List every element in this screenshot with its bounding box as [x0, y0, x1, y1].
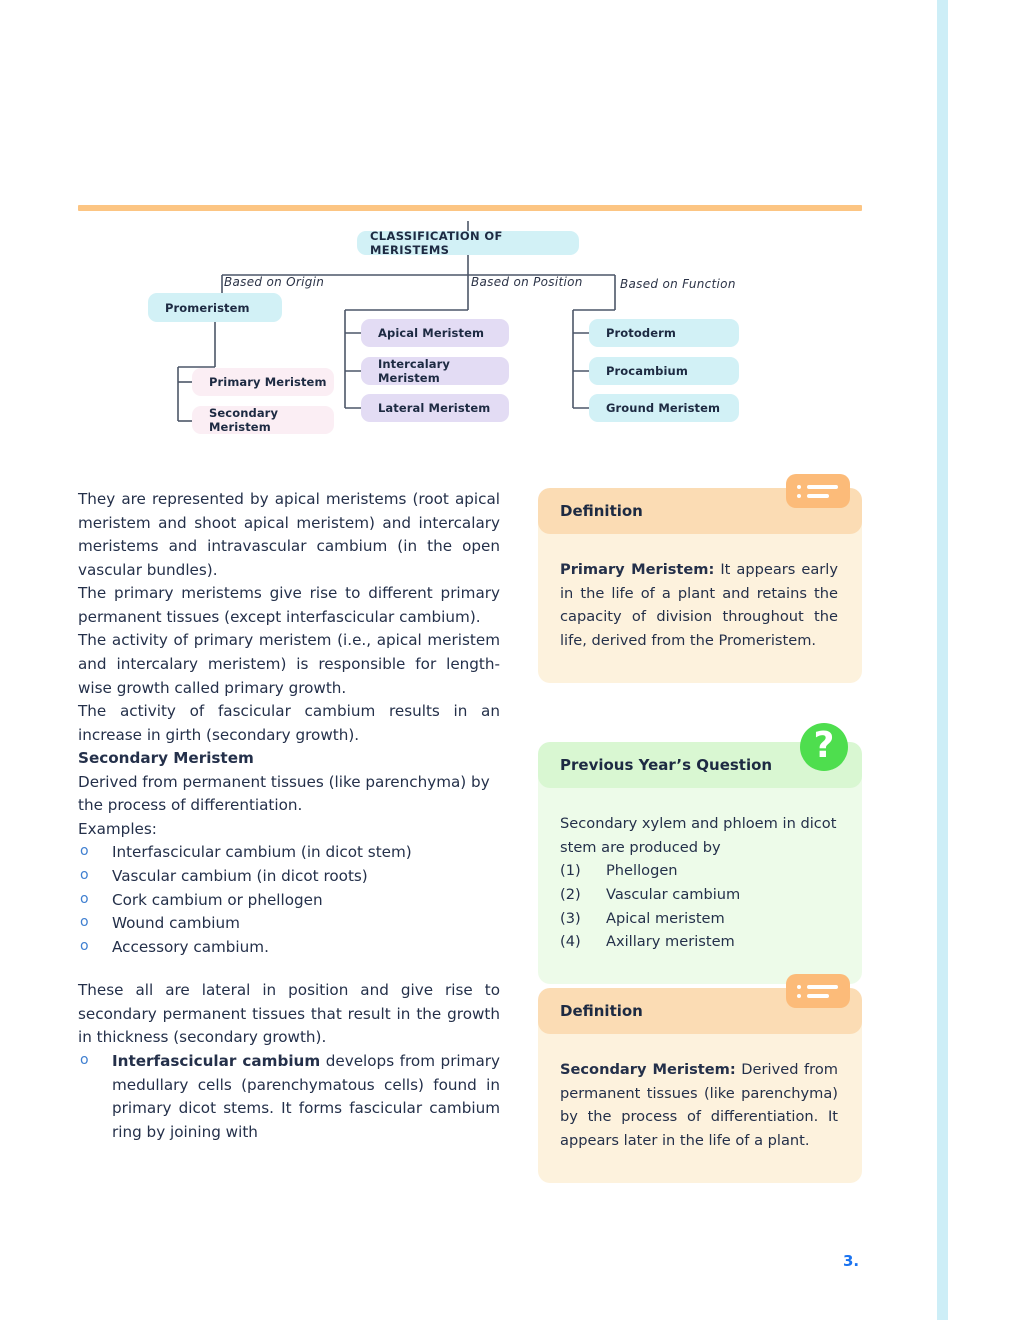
list-item-label: Vascular cambium (in dicot roots) — [112, 867, 368, 885]
list-item — [78, 1050, 500, 1144]
list-item-label: develops from primary medullary cells (parenchymatous cells) found in primary dicot stems. It forms fascicular cambium ring by joining with — [112, 1051, 500, 1141]
option-item[interactable] — [560, 930, 838, 954]
diagram-branch-label-position: Based on Position — [471, 275, 583, 289]
callout-body — [538, 1022, 862, 1183]
examples-label: Examples: — [78, 819, 157, 838]
callout-term: Primary Meristem: — [560, 561, 715, 578]
callout-header — [538, 724, 862, 788]
diagram-node-apical-meristem: Apical Meristem — [361, 319, 509, 347]
list-item-label: Wound cambium — [112, 914, 240, 933]
callout-title: Previous Year’s Question — [560, 756, 773, 774]
callout-definition-primary — [538, 488, 862, 683]
bullet-marker-icon: o — [80, 890, 89, 907]
paragraph-3: The activity of primary meristem (i.e., apical meristem and intercalary meristem) is responsible for length-wise growth called primary growth. — [78, 631, 500, 697]
secondary-meristem-heading: Secondary Meristem — [78, 749, 254, 768]
list-item-label: Interfascicular cambium (in dicot stem) — [112, 843, 412, 862]
list-item-label: Accessory cambium. — [112, 937, 269, 956]
callout-body — [538, 522, 862, 683]
option-number: (2) — [560, 885, 581, 903]
callout-definition-secondary — [538, 988, 862, 1183]
list-item — [78, 865, 500, 889]
callout-title: Definition — [560, 502, 643, 520]
bullet-marker-icon: o — [80, 867, 89, 883]
bullet-marker-icon: o — [80, 1051, 89, 1068]
option-number: (4) — [560, 933, 581, 951]
option-label: Phellogen — [606, 862, 678, 880]
diagram-node-ground-meristem: Ground Meristem — [589, 394, 739, 422]
diagram-node-protoderm: Protoderm — [589, 319, 739, 347]
bullet-marker-icon: o — [80, 937, 89, 954]
option-number: (3) — [560, 909, 581, 927]
page-number: 3. — [843, 1252, 860, 1270]
list-item — [78, 841, 500, 865]
examples-list — [78, 841, 500, 959]
diagram-node-root-label: CLASSIFICATION OF MERISTEMS — [370, 229, 503, 257]
option-number: (1) — [560, 862, 581, 880]
diagram-branch-label-origin: Based on Origin — [224, 275, 325, 289]
paragraph-4: The activity of fascicular cambium results in an increase in girth (secondary growth). — [78, 702, 500, 744]
option-item[interactable] — [560, 907, 838, 931]
diagram-node-root — [357, 231, 579, 255]
secondary-meristem-intro: Derived from permanent tissues (like parenchyma) by the process of differentiation. — [78, 772, 490, 815]
diagram-node-promeristem: Promeristem — [148, 293, 282, 322]
main-text-column — [78, 488, 500, 1144]
callout-term: Secondary Meristem: — [560, 1061, 736, 1078]
closing-paragraph: These all are lateral in position and give rise to secondary permanent tissues that result in the growth in thickness (secondary growth). — [78, 981, 500, 1047]
list-icon — [786, 974, 850, 1008]
diagram-node-intercalary-meristem: Intercalary Meristem — [361, 357, 509, 385]
interfascicular-cambium-list — [78, 1050, 500, 1144]
option-label: Axillary meristem — [606, 933, 735, 951]
list-icon — [786, 474, 850, 508]
callout-text: It appears early in the life of a plant and retains the capacity of division throughout the life, derived from the Promeristem. — [560, 561, 838, 649]
list-item — [78, 912, 500, 936]
section-divider-rule — [78, 205, 862, 211]
diagram-node-primary-meristem: Primary Meristem — [192, 368, 334, 396]
bullet-marker-icon: o — [80, 914, 89, 931]
list-item-term: Interfascicular cambium — [112, 1051, 321, 1070]
spacer — [78, 959, 500, 979]
callout-text: Derived from permanent tissues (like parenchyma) by the process of differentiation. It appears later in the life of a plant. — [560, 1061, 838, 1149]
callout-body — [538, 776, 862, 984]
option-label: Apical meristem — [606, 909, 725, 927]
callout-header — [538, 988, 862, 1034]
question-mark-icon: ? — [800, 723, 848, 771]
question-options — [560, 859, 838, 954]
paragraph-1: They are represented by apical meristems (root apical meristem and shoot apical meristem) and intercalary meristems and intravascular cambium (in the open vascular bundles). — [78, 490, 500, 579]
option-item[interactable] — [560, 883, 838, 907]
list-item — [78, 936, 500, 960]
diagram-node-lateral-meristem: Lateral Meristem — [361, 394, 509, 422]
diagram-branch-label-function: Based on Function — [620, 277, 736, 291]
diagram-node-secondary-meristem: Secondary Meristem — [192, 406, 334, 434]
diagram-node-procambium: Procambium — [589, 357, 739, 385]
callout-title: Definition — [560, 1002, 643, 1020]
question-text: Secondary xylem and phloem in dicot stem are produced by — [560, 815, 837, 856]
page-edge-decoration — [937, 0, 948, 1320]
bullet-marker-icon: o — [80, 843, 89, 860]
option-item[interactable] — [560, 859, 838, 883]
list-item-label: Cork cambium or phellogen — [112, 890, 323, 909]
option-label: Vascular cambium — [606, 885, 741, 903]
callout-header — [538, 488, 862, 534]
list-item — [78, 889, 500, 913]
paragraph-2: The primary meristems give rise to different primary permanent tissues (except interfascicular cambium). — [78, 584, 500, 626]
callout-previous-year-question — [538, 724, 862, 984]
